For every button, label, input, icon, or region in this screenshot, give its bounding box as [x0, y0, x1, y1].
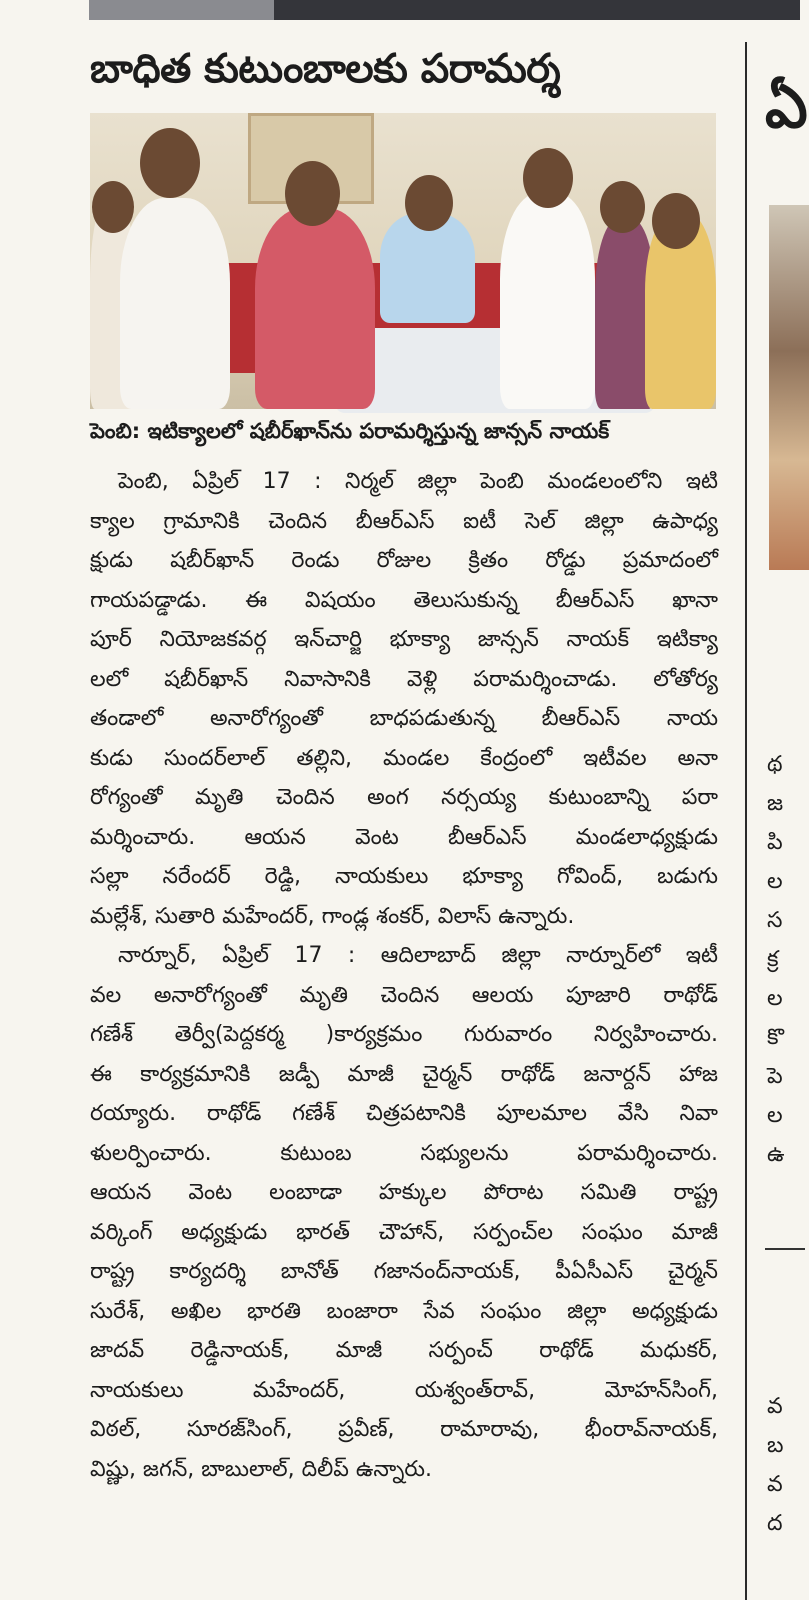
- top-strip-light-segment: [89, 0, 274, 20]
- news-photo: [90, 113, 716, 409]
- adjacent-text-fragment: థ: [767, 752, 783, 777]
- article-line: పెంబి, ఏప్రిల్ 17 : నిర్మల్ జిల్లా పెంబి మండలంలోని ఇటి: [118, 469, 718, 494]
- article-line: తండాలో అనారోగ్యంతో బాధపడుతున్న బీఆర్ఎస్ నాయ: [90, 706, 718, 731]
- article-line: క్షుడు షబీర్‌ఖాన్ రెండు రోజుల క్రితం రోడ్డు ప్రమాదంలో: [90, 548, 718, 573]
- photo-person-head: [652, 193, 700, 249]
- adjacent-text-fragment: కొ: [767, 1025, 784, 1050]
- photo-person-head: [600, 181, 645, 233]
- photo-person-head: [92, 181, 134, 233]
- adjacent-headline-fragment: ఏ: [765, 72, 808, 142]
- article-line: లలో షబీర్‌ఖాన్ నివాసానికి వెళ్లి పరామర్శించాడు. లోతోర్య: [90, 666, 718, 692]
- adjacent-text-fragment: క్ర: [767, 947, 779, 972]
- photo-person-head: [405, 175, 453, 231]
- article-paragraph-1: [90, 462, 718, 936]
- photo-person-head: [285, 161, 340, 226]
- photo-person: [120, 198, 230, 409]
- article-line: కుడు సుందర్‌లాల్ తల్లిని, మండల కేంద్రంలో ఇటీవల అనా: [90, 745, 718, 771]
- article-line: సురేశ్, అఖిల భారతి బంజారా సేవ సంఘం జిల్లా అధ్యక్షుడు: [90, 1298, 718, 1324]
- article-line: గణేశ్ తెర్వీ(పెద్దకర్మ )కార్యక్రమం గురువారం నిర్వహించారు.: [90, 1022, 718, 1047]
- adjacent-text-fragment: వ: [767, 1394, 783, 1419]
- adjacent-column-fragment: [765, 0, 808, 1600]
- article-line: జాదవ్ రెడ్డినాయక్, మాజీ సర్పంచ్ రాథోడ్ మధుకర్,: [90, 1338, 718, 1363]
- article-body: [90, 462, 718, 1489]
- adjacent-text-fragment: ఉ: [767, 1142, 785, 1167]
- article-line: మర్శించారు. ఆయన వెంట బీఆర్ఎస్ మండలాధ్యక్షుడు: [90, 824, 718, 850]
- article-line: విష్ణు, జగన్, బాబులాల్, దిలీప్ ఉన్నారు.: [90, 1456, 432, 1482]
- photo-caption: పెంబి: ఇటిక్యాలలో షబీర్‌ఖాన్‌ను పరామర్శిస్తున్న జాన్సన్ నాయక్: [90, 419, 610, 443]
- article-line: ఆయన వెంట లంబాడా హక్కుల పోరాట సమితి రాష్ట్ర: [90, 1180, 718, 1205]
- column-divider: [745, 42, 747, 1600]
- adjacent-text-fragment: ల: [767, 986, 783, 1011]
- adjacent-text-fragment: స: [767, 908, 783, 933]
- photo-person-head: [140, 128, 200, 198]
- photo-person: [500, 193, 595, 409]
- adjacent-text-fragment: పె: [767, 1064, 783, 1089]
- article-line: నార్నూర్, ఏప్రిల్ 17 : ఆదిలాబాద్ జిల్లా నార్నూర్‌లో ఇటీ: [118, 943, 718, 968]
- photo-person-head: [523, 148, 573, 208]
- article-line: మల్లేశ్, సుతారి మహేందర్, గాండ్ల శంకర్, విలాస్ ఉన్నారు.: [90, 903, 575, 929]
- adjacent-text-fragment: ల: [767, 1103, 783, 1128]
- adjacent-text-fragment: వ: [767, 1472, 783, 1497]
- adjacent-text-fragment: ద: [767, 1511, 783, 1536]
- article-line: నాయకులు మహేందర్, యశ్వంత్‌రావ్, మోహన్‌సింగ్,: [90, 1377, 718, 1403]
- top-dark-strip: [89, 0, 800, 20]
- article-line: పూర్ నియోజకవర్గ ఇన్‌చార్జి భూక్యా జాన్సన్ నాయక్ ఇటిక్యా: [90, 627, 718, 652]
- article-line: ళులర్పించారు. కుటుంబ సభ్యులను పరామర్శించారు.: [90, 1140, 718, 1166]
- adjacent-column-rule: [765, 1248, 805, 1250]
- article-line: రయ్యారు. రాథోడ్ గణేశ్ చిత్రపటానికి పూలమాల వేసి నివా: [90, 1101, 718, 1126]
- article-line: సల్లా నరేందర్ రెడ్డి, నాయకులు భూక్యా గోవింద్, బడుగు: [90, 864, 718, 889]
- adjacent-text-fragment: ల: [767, 869, 783, 894]
- article-line: విఠల్, సూరజ్‌సింగ్, ప్రవీణ్, రామారావు, భీంరావ్‌నాయక్,: [90, 1417, 718, 1442]
- photo-person: [255, 208, 375, 409]
- article-line: క్యాల గ్రామానికి చెందిన బీఆర్ఎస్ ఐటీ సెల్ జిల్లా ఉపాధ్య: [90, 508, 718, 534]
- article-paragraph-2: [90, 936, 718, 1489]
- article-line: ఈ కార్యక్రమానికి జడ్పీ మాజీ చైర్మన్ రాథోడ్ జనార్దన్ హాజ: [90, 1061, 718, 1087]
- article-line: రాష్ట్ర కార్యదర్శి బానోత్ గజానంద్‌నాయక్, పీఏసీఎస్ చైర్మన్: [90, 1259, 718, 1284]
- article-headline: బాధిత కుటుంబాలకు పరామర్శ: [90, 46, 561, 92]
- adjacent-text-fragment: పి: [767, 830, 783, 855]
- adjacent-text-fragment: జ: [767, 791, 784, 816]
- article-line: వర్కింగ్ అధ్యక్షుడు భారత్ చౌహాన్, సర్పంచ్‌ల సంఘం మాజీ: [90, 1219, 718, 1245]
- adjacent-text-fragment: బ: [767, 1433, 784, 1458]
- adjacent-photo-fragment: [769, 205, 809, 570]
- article-line: రోగ్యంతో మృతి చెందిన అంగ నర్సయ్య కుటుంబాన్ని పరా: [90, 785, 718, 810]
- article-line: వల అనారోగ్యంతో మృతి చెందిన ఆలయ పూజారి రాథోడ్: [90, 982, 718, 1008]
- article-line: గాయపడ్డాడు. ఈ విషయం తెలుసుకున్న బీఆర్ఎస్ ఖానా: [90, 587, 718, 613]
